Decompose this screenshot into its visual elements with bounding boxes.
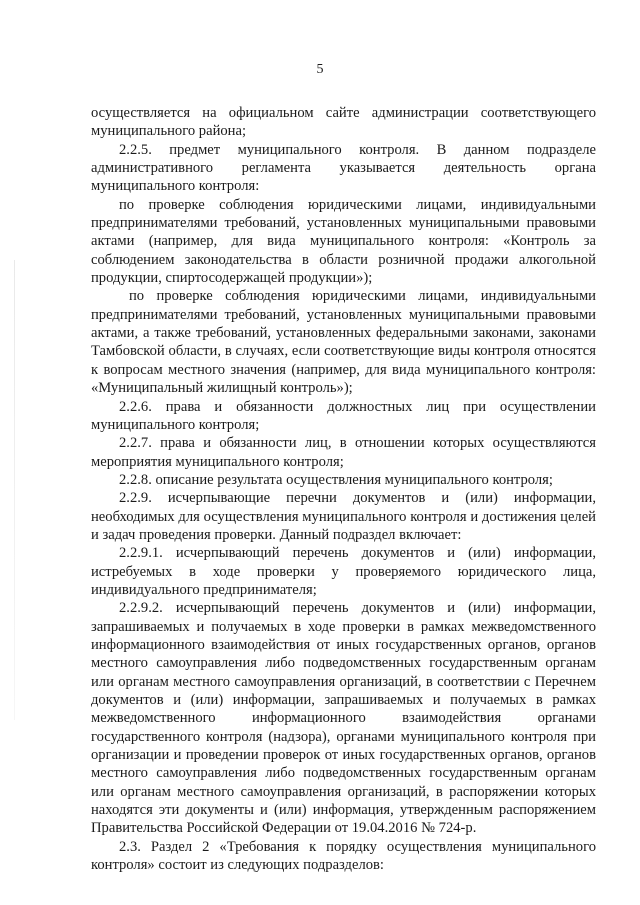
paragraph-2-3: 2.3. Раздел 2 «Требования к порядку осуществления муниципального контроля» состоит из следующих подразделов: [91, 838, 596, 874]
paragraph-2-2-7: 2.2.7. права и обязанности лиц, в отношении которых осуществляются мероприятия муниципального контроля; [91, 435, 596, 470]
paragraph-2-2-9: 2.2.9. исчерпывающие перечни документов и (или) информации, необходимых для осуществления муниципального контроля и достижения целей и задач проведения проверки. Данный подраздел включает: [91, 490, 596, 543]
scan-margin-shadow [14, 260, 15, 720]
paragraph-control-subject-2: по проверке соблюдения юридическими лицами, индивидуальными предпринимателями требований, установленных муниципальными правовыми актами, а также требований, установленных федеральными законами, законами Тамбовской области, в случаях, если соответствующие виды контроля относятся к вопросам местного значения (например, для вида муниципального контроля: «Муниципальный жилищный контроль»); [91, 288, 596, 397]
paragraph-2-2-6: 2.2.6. права и обязанности должностных лиц при осуществлении муниципального контроля; [91, 398, 596, 433]
paragraph-control-subject-1: по проверке соблюдения юридическими лицами, индивидуальными предпринимателями требований, установленных муниципальными правовыми актами (например, для вида муниципального контроля: «Контроль за соблюдением законодательства в области розничной продажи алкогольной продукции, спиртосодержащей продукции»); [91, 196, 596, 287]
paragraph-continuation: осуществляется на официальном сайте администрации соответствующего муниципального района; [91, 105, 596, 140]
document-body [91, 104, 596, 874]
paragraph-2-2-5: 2.2.5. предмет муниципального контроля. В данном подразделе административного регламента указывается деятельность органа муниципального контроля: [91, 141, 596, 195]
paragraph-2-2-9-1: 2.2.9.1. исчерпывающий перечень документов и (или) информации, истребуемых в ходе проверки у проверяемого юридического лица, индивидуального предпринимателя; [91, 545, 596, 598]
paragraph-2-2-9-2: 2.2.9.2. исчерпывающий перечень документов и (или) информации, запрашиваемых и получаемых в ходе проверки в рамках межведомственного информационного взаимодействия от иных государственных органов, органов местного самоуправления либо подведомственных государственным органам или органам местного самоуправления организаций, в соответствии с Перечнем документов и (или) информации, запрашиваемых и получаемых в рамках межведомственного информационного взаимодействия органами государственного контроля (надзора), органами муниципального контроля при организации и проведении проверок от иных государственных органов, органов местного самоуправления либо подведомственных государственным органам или органам местного самоуправления организаций, в распоряжении которых находятся эти документы и (или) информация, утвержденным распоряжением Правительства Российской Федерации от 19.04.2016 № 724-р. [91, 600, 596, 837]
page-number: 5 [316, 62, 324, 77]
paragraph-2-2-8: 2.2.8. описание результата осуществления муниципального контроля; [119, 471, 553, 488]
